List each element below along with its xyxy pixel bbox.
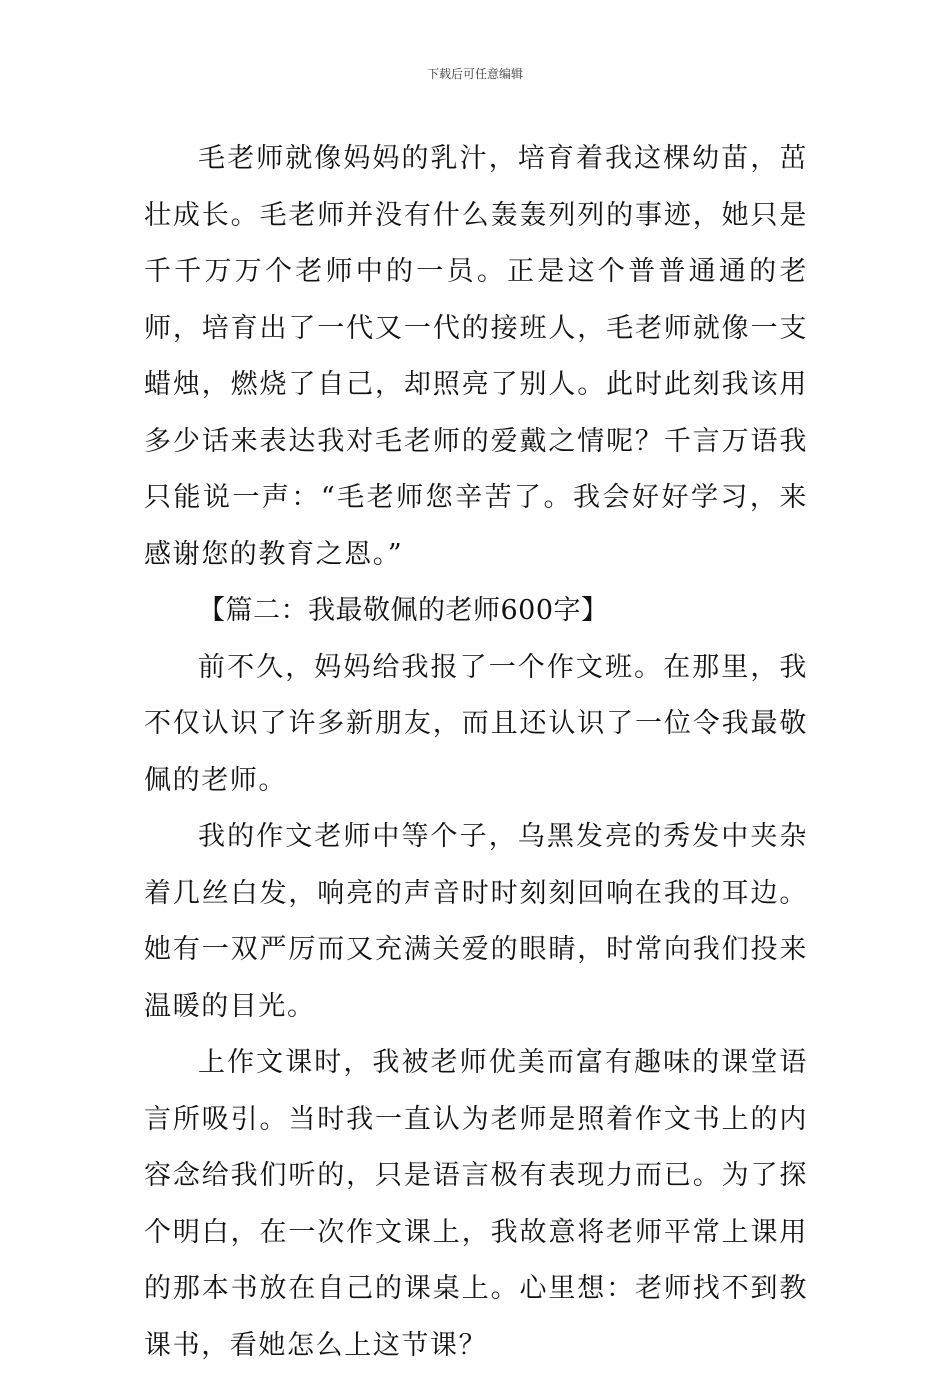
paragraph: 上作文课时，我被老师优美而富有趣味的课堂语言所吸引。当时我一直认为老师是照着作文书上的内容念给我们听的，只是语言极有表现力而已。为了探个明白，在一次作文课上，我故意将老师平常上课用的那本书放在自己的课桌上。心里想：老师找不到教课书，看她怎么上这节课？ <box>144 1047 808 1361</box>
section-title: 【篇二：我最敬佩的老师600字】 <box>198 595 609 626</box>
paragraph: 前不久，妈妈给我报了一个作文班。在那里，我不仅认识了许多新朋友，而且还认识了一位令我最敬佩的老师。 <box>144 651 808 796</box>
document-body <box>144 131 808 1374</box>
paragraph: 我的作文老师中等个子，乌黑发亮的秀发中夹杂着几丝白发，响亮的声音时时刻刻回响在我的耳边。她有一双严厉而又充满关爱的眼睛，时常向我们投来温暖的目光。 <box>144 821 808 1022</box>
page-header-note: 下载后可任意编辑 <box>426 67 523 81</box>
paragraph: 毛老师就像妈妈的乳汁，培育着我这棵幼苗，茁壮成长。毛老师并没有什么轰轰列列的事迹，她只是千千万万个老师中的一员。正是这个普普通通的老师，培育出了一代又一代的接班人，毛老师就像一支蜡烛，燃烧了自己，却照亮了别人。此时此刻我该用多少话来表达我对毛老师的爱戴之情呢？千言万语我只能说一声：“毛老师您辛苦了。我会好好学习，来感谢您的教育之恩。” <box>144 143 808 570</box>
